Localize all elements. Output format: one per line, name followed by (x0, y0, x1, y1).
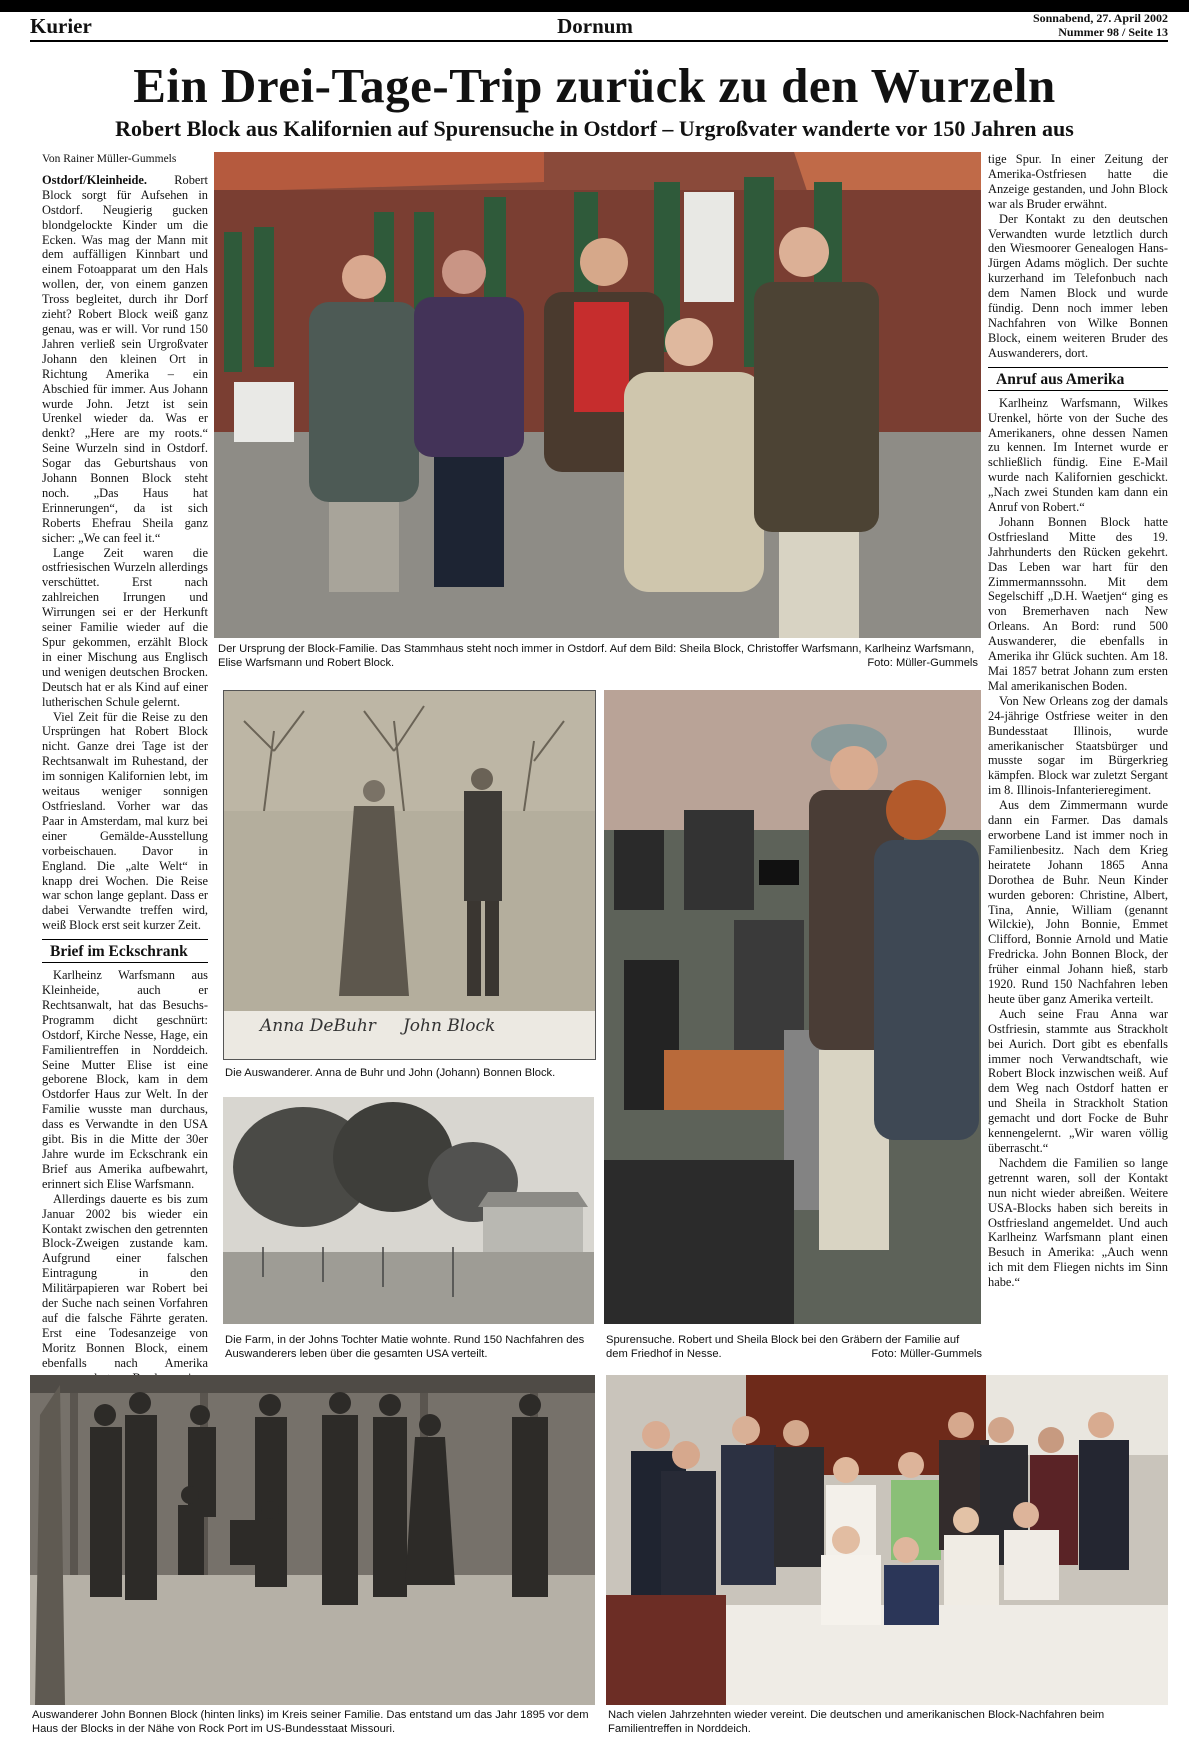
caption-text: Spurensuche. Robert und Sheila Block bei den Gräbern der Familie auf dem Friedhof in Nesse. (606, 1334, 960, 1360)
dateline: Ostdorf/Kleinheide. (42, 172, 147, 187)
paragraph: Johann Bonnen Block hatte Ostfriesland Mitte des 19. Jahrhunderts den Rücken gekehrt. Das Leben war hart für den Zimmermannssohn. Mit dem Segelschiff „D.H. Waetjen“ ging es von Bremerhaven nach New Orleans. An Bord: rund 500 Auswanderer, die ebenfalls in Amerika ihr Glück suchten. Am 18. Mai 1857 betrat Johann zum ersten Mal amerikanischen Boden. (988, 514, 1168, 693)
paragraph: Allerdings dauerte es bis zum Januar 2002 bis wieder ein Kontakt zwischen den getrennten Block-Zweigen zustande kam. Aufgrund einer falschen Eintragung in den Militärpapieren war Robert bei der Suche nach seinen Vorfahren auf die falsche Fährte geraten. Erst eine Todesanzeige von Moritz Bonnen Block, einem ebenfalls nach Amerika (42, 1191, 208, 1370)
family-1895-caption: Auswanderer John Bonnen Block (hinten links) im Kreis seiner Familie. Das entstand um das Jahr 1895 vor dem Haus der Blocks in der Nähe von Rock Port im US-Bundesstaat Missouri. (32, 1709, 589, 1735)
section-heading: Brief im Eckschrank (42, 939, 208, 963)
emigrants-photo (223, 690, 596, 1060)
photo-credit: Foto: Müller-Gummels (871, 1348, 982, 1360)
paragraph (42, 173, 208, 546)
farm-caption: Die Farm, in der Johns Tochter Matie wohnte. Rund 150 Nachfahren des Auswanderers leben über die gesamten USA verteilt. (225, 1334, 585, 1360)
issue-date: Sonnabend, 27. April 2002 (1032, 11, 1168, 25)
subheadline: Robert Block aus Kalifornien auf Spurensuche in Ostdorf – Urgroßvater wanderte vor 150 Jahren aus (115, 116, 1074, 141)
header-rule (30, 40, 1168, 42)
cemetery-caption (606, 1333, 982, 1361)
photo-credit: Foto: Müller-Gummels (867, 657, 978, 669)
main-photo (214, 152, 981, 638)
reunion-photo (606, 1375, 1168, 1705)
paragraph: Aus dem Zimmermann wurde dann ein Farmer. Das damals erworbene Land ist immer noch in Familienbesitz. Nach dem Krieg heiratete Johann 1865 Anna Dorothea de Buhr. Neun Kinder wurden geboren: Christine, Albert, Tina, Annie, William (genannt Wilckie), John Bonnie, Emmet Clifford, Bonnie Arnold und Matie Fredricka. John Bonnen Block, der früher einmal Johann hieß, starb 1920. Rund 150 Nachfahren leben heute über ganz Amerika verteilt. (988, 798, 1168, 1006)
emigrants-caption: Die Auswanderer. Anna de Buhr und John (Johann) Bonnen Block. (225, 1067, 556, 1079)
paragraph: Karlheinz Warfsmann aus Kleinheide, auch er Rechtsanwalt, hat das Besuchs-Programm dicht geschnürt: Ostdorf, Kirche Nesse, Hage, ein Familientreffen in Norddeich. Seine Mutter Elise ist eine geborene Block, kam in dem Ostdorfer Haus zur Welt. In der Familie wusste man durchaus, dass es Verwandte in den USA gibt. Bis in die Mitte der 30er Jahre wurde im Eckschrank ein Brief aus Amerika aufbewahrt, erinnert sich Elise Warfsmann. (42, 968, 208, 1191)
handwritten-names: Anna DeBuhr John Block (260, 1016, 496, 1036)
paragraph: Karlheinz Warfsmann, Wilkes Urenkel, hörte von der Suche des Amerikaners, ohne dessen Namen zu kennen. Im Internet wurde er schließlich fündig. Eine E-Mail wurde nach Kalifornien geschickt. „Nach zwei Stunden kam dann ein Anruf von Robert.“ (988, 395, 1168, 515)
paragraph: Der Kontakt zu den deutschen Verwandten wurde letztlich durch den Wiesmoorer Genealogen Hans-Jürgen Adams möglich. Der suchte kurzerhand im Telefonbuch nach dem Namen Block und wurde fündig. Denn noch immer leben Nachfahren von Wilke Bonnen Block, einem weiteren Bruder des Auswanderers, dort. (988, 211, 1168, 360)
paragraph: Viel Zeit für die Reise zu den Ursprüngen hat Robert Block nicht. Ganze drei Tage ist der Rechtsanwalt im Ruhestand, der im sonnigen Kalifornien lebt, im weitaus weniger sonnigen Ostfriesland. Vorher war das Paar in Amsterdam, mal kurz bei einer Gemälde-Ausstellung vorbeischauen. Davor in England. Die „alte Welt“ in knapp drei Wochen. Die Reise war schon lange geplant. Dass er dabei Verwandte treffen wird, weiß Block erst seit kurzer Zeit. (42, 709, 208, 933)
section-heading: Anruf aus Amerika (988, 367, 1168, 391)
paper-name: Kurier (30, 14, 92, 38)
paragraph-text: Robert Block sorgt für Aufsehen in Ostdorf. Neugierig gucken blondgelockte Kinder um die Ecken. Was mag der Mann mit dem auffälligen Kinnbart und einem Fotoapparat um den Hals wollen, der, von einem ganzen Tross begleitet, durch ihr Dorf zieht? Robert Block weiß ganz genau, was er will. Vor rund 150 Jahren verließ sein Urgroßvater Johann den kleinen Ort in Richtung Amerika – ein Abschied für immer. Aus Johann wurde John. Jetzt ist sein Urenkel wieder da. Was er denkt? „Here are my roots.“ Seine Wurzeln sind in Ostdorf. Sogar das Geburtshaus von Johann Bonnen Block steht noch. „Das Haus hat Erinnerungen“, da ist sich Roberts Ehefrau Sheila ganz sicher: „We can feel it.“ (42, 172, 208, 545)
paragraph: tige Spur. In einer Zeitung der Amerika-Ostfriesen hatte die Anzeige gestanden, und John Block war als Bruder erwähnt. (988, 152, 1168, 211)
section-name: Dornum (557, 14, 633, 38)
byline: Von Rainer Müller-Gummels (42, 153, 177, 165)
paragraph: Lange Zeit waren die ostfriesischen Wurzeln allerdings verschüttet. Erst nach zahlreichen Irrungen und Wirrungen sei er der Herkunft seiner Familie wieder auf die Spur gekommen, erzählt Block in einer Mischung aus Englisch und wenigen deutschen Brocken. Deutsch hat er als Kind auf einer lutherischen Schule gelernt. (42, 545, 208, 709)
cemetery-photo (604, 690, 981, 1324)
caption-text: Der Ursprung der Block-Familie. Das Stammhaus steht noch immer in Ostdorf. Auf dem Bild: Sheila Block, Christoffer Warfsmann, Karlheinz Warfsmann, Elise Warfsmann und Robert Block. (218, 643, 975, 669)
family-1895-photo (30, 1375, 595, 1705)
main-photo-caption (218, 642, 978, 670)
headline: Ein Drei-Tage-Trip zurück zu den Wurzeln (133, 58, 1056, 113)
paragraph: Von New Orleans zog der damals 24-jährige Ostfriese weiter in den Bundesstaat Illinois, wurde amerikanischer Staatsbürger und musste sogar im Bürgerkrieg kämpfen. Block war zuletzt Sergant im 8. Illinois-Infanterieregiment. (988, 693, 1168, 798)
farm-photo (223, 1097, 594, 1324)
reunion-caption: Nach vielen Jahrzehnten wieder vereint. Die deutschen und amerikanischen Block-Nachfahren beim Familientreffen in Norddeich. (608, 1709, 1105, 1735)
paragraph: Nachdem die Familien so lange getrennt waren, soll der Kontakt nun nicht wieder abreißen. Weitere USA-Blocks haben sich bereits in Ostfriesland angemeldet. Und auch Karlheinz Warfsmann plant einen Besuch in Amerika: „Auch wenn ich mit dem Fliegen nichts im Sinn habe.“ (988, 1155, 1168, 1290)
article-column-1 (42, 152, 208, 1368)
article-column-4 (988, 152, 1168, 1368)
issue-page: Nummer 98 / Seite 13 (1058, 25, 1168, 39)
paragraph: Auch seine Frau Anna war Ostfriesin, stammte aus Strackholt bei Aurich. Dort gibt es ebenfalls immer noch Verwandtschaft, wie Robert Block inzwischen weiß. Auf dem Weg nach Ostdorf hatten er und Sheila in Strackholt Station gemacht und dort Focke de Buhr kennengelernt. „Wir waren völlig überrascht.“ (988, 1006, 1168, 1155)
